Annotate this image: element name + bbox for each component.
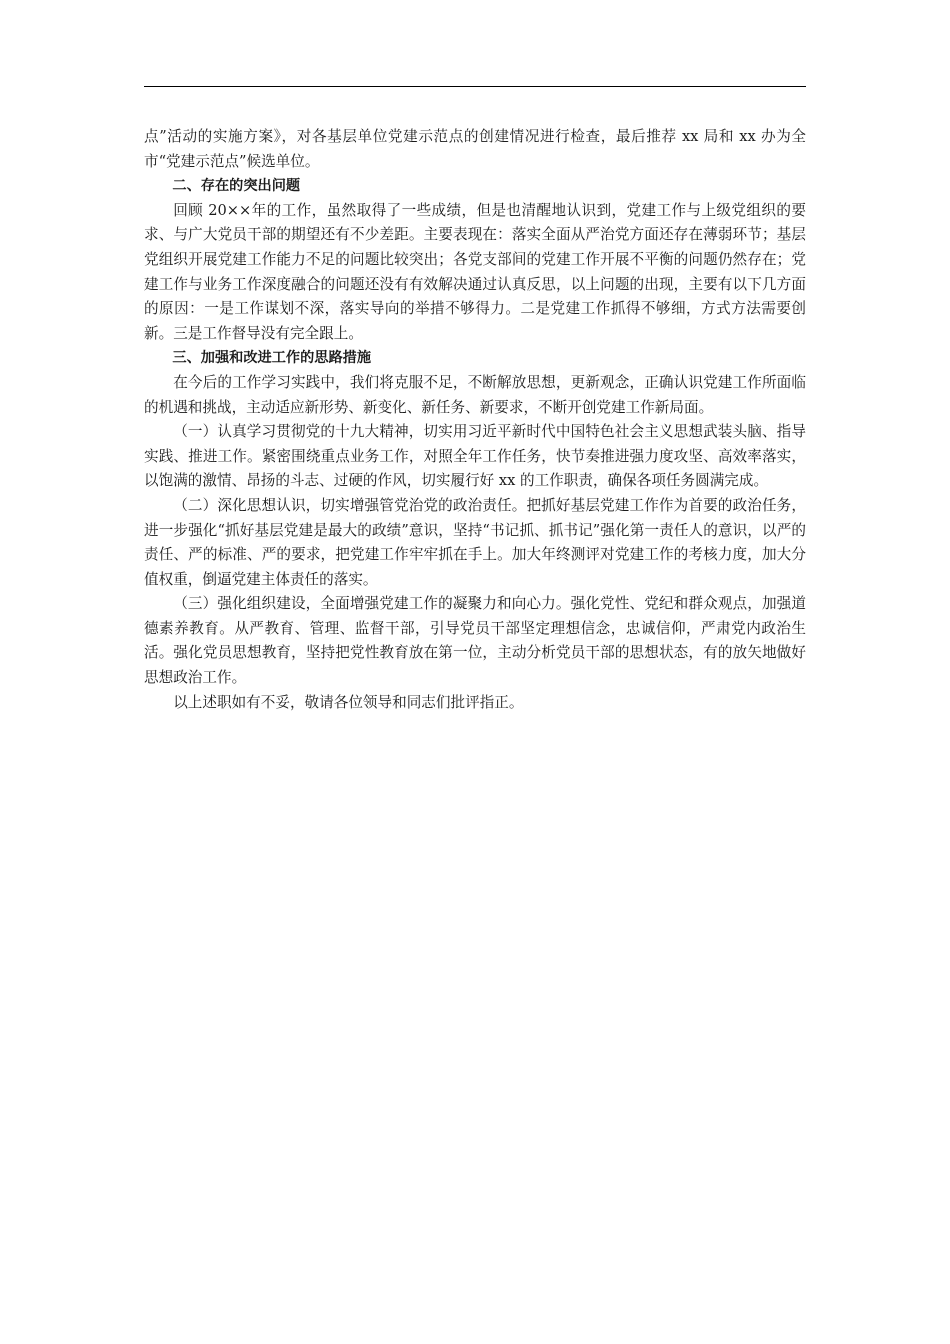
paragraph-problems: 回顾 20××年的工作，虽然取得了一些成绩，但是也清醒地认识到，党建工作与上级党组织的要求、与广大党员干部的期望还有不少差距。主要表现在：落实全面从严治党方面还存在薄弱环节；基层党组织开展党建工作能力不足的问题比较突出；各党支部间的党建工作开展不平衡的问题仍然存在；党建工作与业务工作深度融合的问题还没有有效解决通过认真反思，以上问题的出现，主要有以下几方面的原因：一是工作谋划不深，落实导向的举措不够得力。二是党建工作抓得不够细，方式方法需要创新。三是工作督导没有完全跟上。 <box>144 201 806 342</box>
paragraph-closing: 以上述职如有不妥，敬请各位领导和同志们批评指正。 <box>173 693 524 711</box>
paragraph-measure-2: （二）深化思想认识，切实增强管党治党的政治责任。把抓好基层党建工作作为首要的政治任务，进一步强化“抓好基层党建是最大的政绩”意识，坚持“书记抓、抓书记”强化第一责任人的意识，以严的责任、严的标准、严的要求，把党建工作牢牢抓在手上。加大年终测评对党建工作的考核力度，加大分值权重，倒逼党建主体责任的落实。 <box>144 496 806 588</box>
paragraph-measures-intro: 在今后的工作学习实践中，我们将克服不足，不断解放思想，更新观念，正确认识党建工作所面临的机遇和挑战，主动适应新形势、新变化、新任务、新要求，不断开创党建工作新局面。 <box>144 373 806 416</box>
paragraph-continued: 点”活动的实施方案》，对各基层单位党建示范点的创建情况进行检查，最后推荐 xx 局和 xx 办为全市“党建示范点”候选单位。 <box>144 128 806 170</box>
paragraph-measure-1: （一）认真学习贯彻党的十九大精神，切实用习近平新时代中国特色社会主义思想武装头脑、指导实践、推进工作。紧密围绕重点业务工作，对照全年工作任务，快节奏推进强力度攻坚、高效率落实，以饱满的激情、昂扬的斗志、过硬的作风，切实履行好 xx 的工作职责，确保各项任务圆满完成。 <box>144 423 806 490</box>
section-heading-measures: 三、加强和改进工作的思路措施 <box>172 350 372 367</box>
document-body <box>144 125 806 715</box>
paragraph-measure-3: （三）强化组织建设，全面增强党建工作的凝聚力和向心力。强化党性、党纪和群众观点，加强道德素养教育。从严教育、管理、监督干部，引导党员干部坚定理想信念，忠诚信仰，严肃党内政治生活。强化党员思想教育，坚持把党性教育放在第一位，主动分析党员干部的思想状态，有的放矢地做好思想政治工作。 <box>144 595 806 687</box>
header-rule <box>144 86 806 87</box>
section-heading-problems: 二、存在的突出问题 <box>172 178 301 195</box>
